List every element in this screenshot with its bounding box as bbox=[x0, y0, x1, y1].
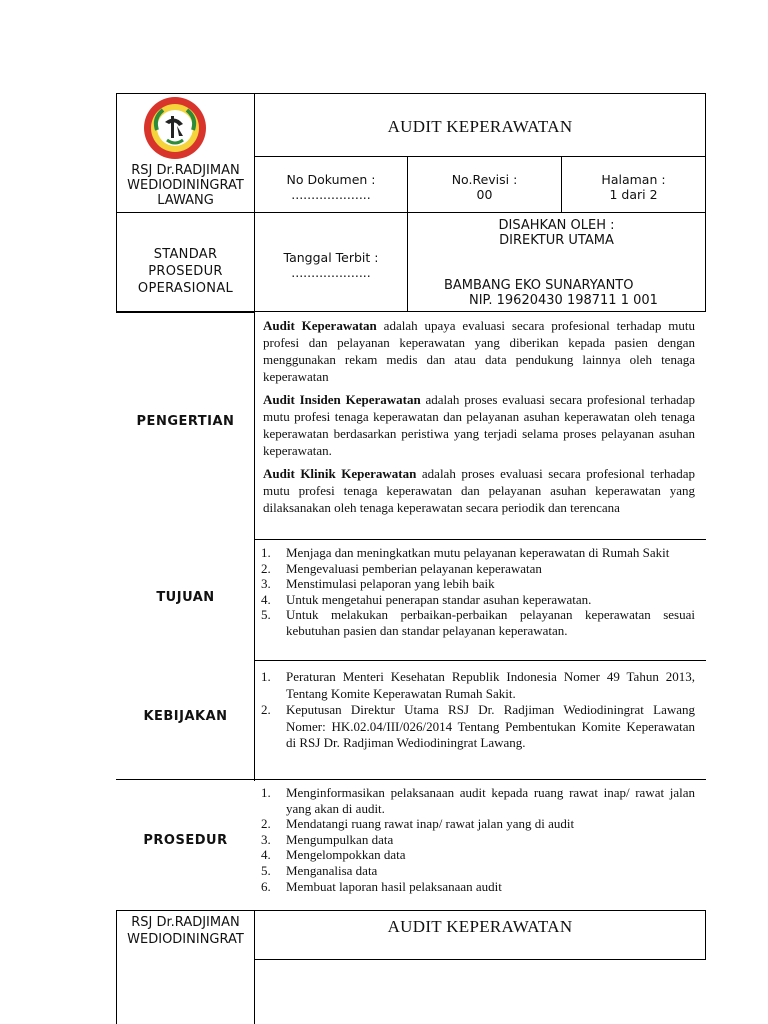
pengertian-paragraph bbox=[263, 317, 695, 385]
footer-hospital-name bbox=[117, 914, 254, 948]
list-item: 2. Mendatangi ruang rawat inap/ rawat jalan yang di audit bbox=[261, 816, 575, 832]
footer-hospital-line-2: WEDIODININGRAT bbox=[127, 932, 244, 947]
list-item-text: Keputusan Direktur Utama RSJ Dr. Radjiman Wediodiningrat Lawang Nomer: HK.02.04/III/026/2014 Tentang Pembentukan Komite Keperawatan di RSJ Dr. Radjiman Wediodiningrat Lawang. bbox=[286, 702, 695, 750]
list-item-text: Mendatangi ruang rawat inap/ rawat jalan yang di audit bbox=[286, 816, 575, 832]
hospital-name-line-3: LAWANG bbox=[157, 193, 214, 208]
section-label-tujuan: TUJUAN bbox=[156, 590, 215, 605]
pengertian-paragraph bbox=[263, 391, 695, 459]
halaman-label: Halaman : bbox=[601, 172, 666, 187]
hospital-name-line-2: WEDIODININGRAT bbox=[127, 178, 244, 193]
document-type-line-2: PROSEDUR bbox=[148, 264, 223, 279]
no-dokumen-label: No Dokumen : bbox=[286, 172, 376, 187]
list-item-text: Menginformasikan pelaksanaan audit kepada ruang rawat inap/ rawat jalan yang akan di audit. bbox=[286, 785, 695, 816]
pengertian-text: adalah proses evaluasi secara profesional terhadap mutu profesi tenaga keperawatan dan pelayanan asuhan keperawatan oleh tenaga keperawatan berdasarkan peristiwa yang terjadi selama proses pelayanan asuhan keperawatan. bbox=[263, 392, 695, 458]
hospital-name-line-1: RSJ Dr.RADJIMAN bbox=[131, 163, 240, 178]
tujuan-content bbox=[261, 545, 695, 639]
list-item-text: Membuat laporan hasil pelaksanaan audit bbox=[286, 878, 502, 894]
hospital-name bbox=[117, 163, 254, 208]
body-left-border bbox=[254, 311, 255, 781]
list-item: 3. Menstimulasi pelaporan yang lebih baik bbox=[261, 576, 495, 592]
separator-prosedur bbox=[116, 779, 706, 780]
separator-tujuan bbox=[254, 539, 706, 540]
no-dokumen-cell bbox=[255, 172, 407, 202]
halaman-cell bbox=[562, 172, 705, 202]
list-item: 5. Untuk melakukan perbaikan-perbaikan pelayanan keperawatan sesuai kebutuhan pasien dan standar pelayanan keperawatan. bbox=[261, 607, 695, 638]
separator-kebijakan bbox=[254, 660, 706, 661]
list-item-text: Menganalisa data bbox=[286, 862, 378, 878]
hospital-logo bbox=[143, 96, 207, 160]
list-item: 1. Menginformasikan pelaksanaan audit kepada ruang rawat inap/ rawat jalan yang akan di audit. bbox=[261, 785, 695, 816]
list-item: 4. Untuk mengetahui penerapan standar asuhan keperawatan. bbox=[261, 591, 592, 607]
prosedur-content bbox=[261, 785, 695, 894]
pengertian-paragraph bbox=[263, 465, 695, 516]
list-item-text: Peraturan Menteri Kesehatan Republik Indonesia Nomer 49 Tahun 2013, Tentang Komite Keperawatan Rumah Sakit. bbox=[286, 669, 695, 701]
list-item: 1. Peraturan Menteri Kesehatan Republik Indonesia Nomer 49 Tahun 2013, Tentang Komite Keperawatan Rumah Sakit. bbox=[261, 669, 695, 701]
list-item: 5. Menganalisa data bbox=[261, 862, 378, 878]
pengertian-term: Audit Klinik Keperawatan bbox=[263, 466, 417, 481]
list-item: 2. Mengevaluasi pemberian pelayanan keperawatan bbox=[261, 560, 542, 576]
pengertian-text: adalah upaya evaluasi secara profesional terhadap mutu profesi dan pelayanan keperawatan yang diberikan kepada pasien dengan menggunakan rekam medis dan atau data pendukung lainnya oleh tenaga keperawatan bbox=[263, 318, 695, 384]
footer-document-title: AUDIT KEPERAWATAN bbox=[387, 917, 573, 936]
list-item-text: Menstimulasi pelaporan yang lebih baik bbox=[286, 576, 495, 592]
halaman-value: 1 dari 2 bbox=[609, 187, 658, 202]
approval-line-1: DISAHKAN OLEH : bbox=[498, 218, 615, 233]
list-item-text: Menjaga dan meningkatkan mutu pelayanan keperawatan di Rumah Sakit bbox=[286, 545, 670, 560]
list-item-text: Mengumpulkan data bbox=[286, 831, 394, 847]
pengertian-term: Audit Keperawatan bbox=[263, 318, 377, 333]
document-type bbox=[117, 246, 254, 297]
no-revisi-value: 00 bbox=[476, 187, 493, 202]
list-item-text: Mengevaluasi pemberian pelayanan keperawatan bbox=[286, 560, 542, 576]
director-name: BAMBANG EKO SUNARYANTO bbox=[444, 278, 634, 293]
section-label-kebijakan: KEBIJAKAN bbox=[143, 709, 228, 724]
list-item: 6. Membuat laporan hasil pelaksanaan audit bbox=[261, 878, 502, 894]
kebijakan-content bbox=[261, 669, 695, 752]
separator-pengertian bbox=[116, 312, 254, 313]
approval-block bbox=[408, 218, 705, 248]
approval-line-2: DIREKTUR UTAMA bbox=[499, 233, 614, 248]
tanggal-terbit-cell bbox=[255, 250, 407, 280]
pengertian-text: adalah proses evaluasi secara profesional terhadap mutu profesi tenaga keperawatan dan pelayanan asuhan keperawatan yang dilaksanakan oleh tenaga keperawatan secara periodik dan terencana bbox=[263, 466, 696, 515]
document-type-line-3: OPERASIONAL bbox=[137, 281, 234, 296]
list-item-text: Untuk melakukan perbaikan-perbaikan pelayanan keperawatan sesuai kebutuhan pasien dan standar pelayanan keperawatan. bbox=[286, 607, 695, 638]
list-item-text: Mengelompokkan data bbox=[286, 847, 406, 863]
document-title: AUDIT KEPERAWATAN bbox=[387, 117, 573, 136]
list-item-text: Untuk mengetahui penerapan standar asuhan keperawatan. bbox=[286, 591, 592, 607]
tanggal-terbit-label: Tanggal Terbit : bbox=[283, 250, 379, 265]
section-label-prosedur: PROSEDUR bbox=[143, 833, 228, 848]
list-item: 4. Mengelompokkan data bbox=[261, 847, 406, 863]
pengertian-term: Audit Insiden Keperawatan bbox=[263, 392, 421, 407]
list-item: 1. Menjaga dan meningkatkan mutu pelayanan keperawatan di Rumah Sakit bbox=[261, 545, 670, 560]
footer-hospital-line-1: RSJ Dr.RADJIMAN bbox=[131, 915, 240, 930]
section-label-pengertian: PENGERTIAN bbox=[136, 414, 235, 429]
no-dokumen-value: .................... bbox=[291, 187, 371, 202]
no-revisi-cell bbox=[408, 172, 561, 202]
document-type-line-1: STANDAR bbox=[153, 247, 218, 262]
list-item: 2. Keputusan Direktur Utama RSJ Dr. Radjiman Wediodiningrat Lawang Nomer: HK.02.04/III/026/2014 Tentang Pembentukan Komite Keperawatan di RSJ Dr. Radjiman Wediodiningrat Lawang. bbox=[261, 702, 695, 750]
tanggal-terbit-value: .................... bbox=[291, 265, 371, 280]
pengertian-content bbox=[263, 317, 695, 516]
director-nip: NIP. 19620430 198711 1 001 bbox=[469, 293, 658, 308]
no-revisi-label: No.Revisi : bbox=[451, 172, 518, 187]
list-item: 3. Mengumpulkan data bbox=[261, 831, 394, 847]
